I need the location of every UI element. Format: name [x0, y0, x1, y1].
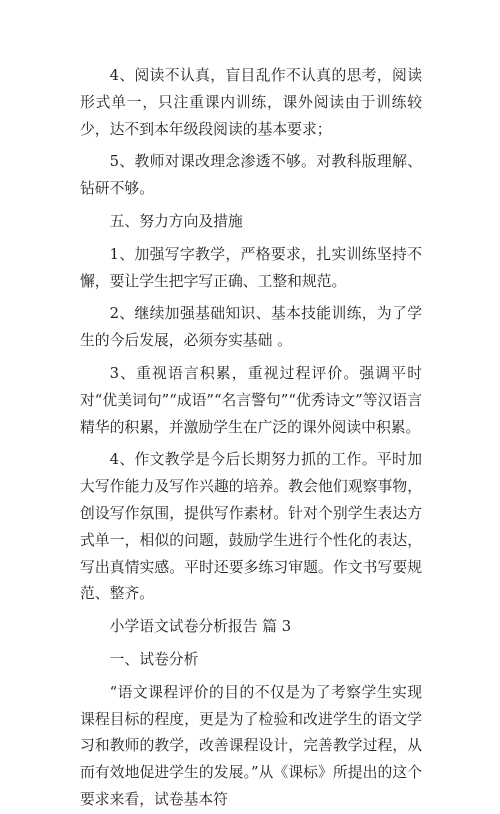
document-body [80, 63, 422, 814]
section-heading-measures: 五、努力方向及措施 [109, 212, 243, 230]
paragraph-measure-4: 4、作文教学是今后长期努力抓的工作。平时加大写作能力及写作兴趣的培养。教会他们观察事物，创设写作氛围，提供写作素材。针对个别学生表达方式单一，相似的问题，鼓励学生进行个性化的表达，写出真情实感。平时还要多练习审题。作文书写要规范、整齐。 [80, 451, 422, 603]
paragraph-curriculum-quote: “语文课程评价的目的不仅是为了考察学生实现课程目标的程度，更是为了检验和改进学生的语文学习和教师的教学，改善课程设计，完善教学过程，从而有效地促进学生的发展。”从《课标》所提出的这个要求来看，试卷基本符 [80, 683, 422, 808]
paragraph-reading-issue: 4、阅读不认真，盲目乱作不认真的思考，阅读形式单一，只注重课内训练，课外阅读由于训练较少，达不到本年级段阅读的基本要求； [80, 67, 422, 138]
paragraph-teacher-issue: 5、教师对课改理念渗透不够。对教科版理解、钻研不够。 [80, 153, 422, 198]
paragraph-measure-2: 2、继续加强基础知识、基本技能训练，为了学生的今后发展，必须夯实基础 。 [80, 305, 422, 350]
report-title: 小学语文试卷分析报告 篇 3 [109, 618, 292, 636]
paragraph-measure-1: 1、加强写字教学，严格要求，扎实训练坚持不懈，要让学生把字写正确、工整和规范。 [80, 245, 422, 290]
paragraph-measure-3: 3、重视语言积累，重视过程评价。强调平时对“优美词句”“成语”“名言警句”“优秀诗文”等汉语言精华的积累，并激励学生在广泛的课外阅读中积累。 [80, 364, 422, 436]
section-heading-paper-analysis: 一、试卷分析 [109, 650, 199, 668]
